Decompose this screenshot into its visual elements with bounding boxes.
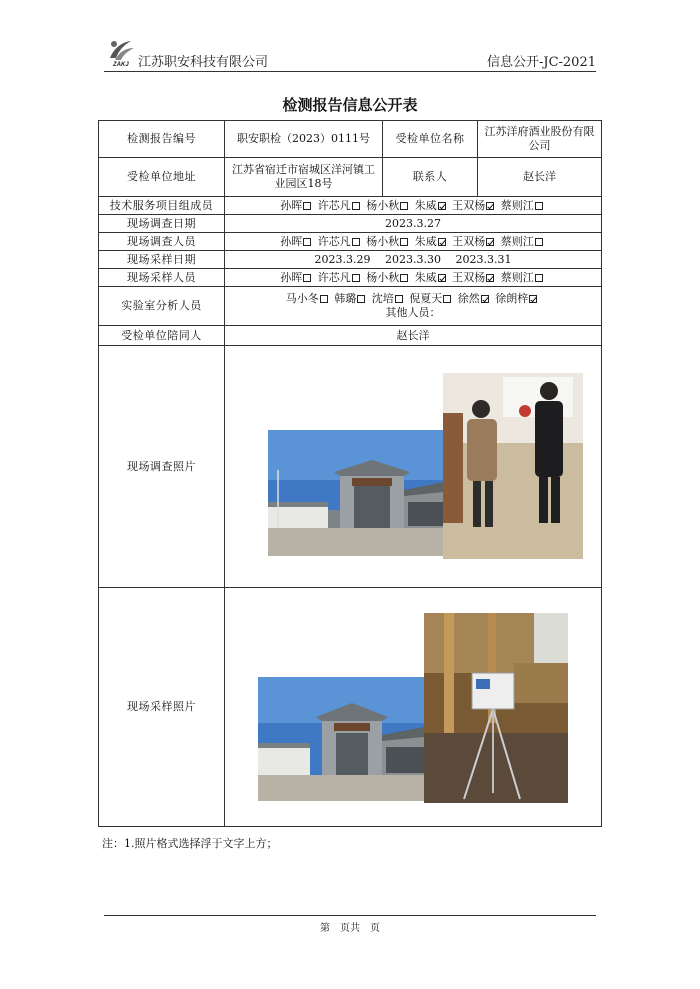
checkbox-unchecked[interactable] <box>352 202 360 210</box>
checkbox-unchecked[interactable] <box>303 274 311 282</box>
checkbox-unchecked[interactable] <box>303 238 311 246</box>
report-no-label: 检测报告编号 <box>99 121 225 158</box>
checkbox-unchecked[interactable] <box>357 295 365 303</box>
escort-label: 受检单位陪同人 <box>99 326 225 346</box>
survey-date-label: 现场调查日期 <box>99 215 225 233</box>
survey-date: 2023.3.27 <box>225 215 602 233</box>
checkbox-checked[interactable] <box>486 202 494 210</box>
checkbox-checked[interactable] <box>438 202 446 210</box>
table-row <box>99 269 602 287</box>
checkbox-unchecked[interactable] <box>535 202 543 210</box>
table-row <box>99 588 602 827</box>
table-row <box>99 121 602 158</box>
report-no: 职安职检（2023）0111号 <box>225 121 383 158</box>
team-members: 孙晖 许芯凡 杨小秋 朱威 王双杨 蔡则江 <box>225 197 602 215</box>
sampling-date-label: 现场采样日期 <box>99 251 225 269</box>
sampling-photos <box>225 588 602 827</box>
page-header <box>104 34 596 72</box>
checkbox-checked[interactable] <box>438 274 446 282</box>
contact-person: 赵长洋 <box>478 158 602 197</box>
checkbox-unchecked[interactable] <box>535 274 543 282</box>
table-row <box>99 251 602 269</box>
checkbox-unchecked[interactable] <box>352 238 360 246</box>
sampling-equipment-photo <box>424 613 568 803</box>
team-label: 技术服务项目组成员 <box>99 197 225 215</box>
address-label: 受检单位地址 <box>99 158 225 197</box>
checkbox-checked[interactable] <box>438 238 446 246</box>
table-row <box>99 158 602 197</box>
survey-photo-label: 现场调查照片 <box>99 346 225 588</box>
checkbox-checked[interactable] <box>481 295 489 303</box>
report-table <box>98 120 602 827</box>
page-number: 第 页共 页 <box>320 923 380 934</box>
table-row <box>99 233 602 251</box>
logo-text: ZAKJ <box>113 62 129 68</box>
footer-divider <box>104 915 596 916</box>
sampling-staff: 孙晖 许芯凡 杨小秋 朱威 王双杨 蔡则江 <box>225 269 602 287</box>
checkbox-unchecked[interactable] <box>443 295 451 303</box>
checkbox-checked[interactable] <box>486 238 494 246</box>
footnote: 注：1.照片格式选择浮于文字上方； <box>102 837 278 850</box>
checkbox-checked[interactable] <box>529 295 537 303</box>
document-code: 信息公开-JC-2021 <box>486 55 596 70</box>
page-title: 检测报告信息公开表 <box>282 96 418 114</box>
checkbox-unchecked[interactable] <box>303 202 311 210</box>
lab-staff: 马小冬 韩璐 沈培 倪夏天 徐然 徐朗梓 其他人员： <box>225 287 602 326</box>
lab-staff-label: 实验室分析人员 <box>99 287 225 326</box>
checkbox-unchecked[interactable] <box>320 295 328 303</box>
checkbox-unchecked[interactable] <box>352 274 360 282</box>
sampling-photo-label: 现场采样照片 <box>99 588 225 827</box>
table-row <box>99 326 602 346</box>
contact-label: 联系人 <box>383 158 478 197</box>
survey-staff-label: 现场调查人员 <box>99 233 225 251</box>
checkbox-checked[interactable] <box>486 274 494 282</box>
checkbox-unchecked[interactable] <box>400 274 408 282</box>
checkbox-unchecked[interactable] <box>400 238 408 246</box>
other-staff: 其他人员： <box>385 306 441 319</box>
table-row <box>99 346 602 588</box>
table-row <box>99 287 602 326</box>
checkbox-unchecked[interactable] <box>400 202 408 210</box>
sampling-staff-label: 现场采样人员 <box>99 269 225 287</box>
table-row <box>99 215 602 233</box>
checkbox-unchecked[interactable] <box>395 295 403 303</box>
client-label: 受检单位名称 <box>383 121 478 158</box>
survey-photos <box>225 346 602 588</box>
checkbox-unchecked[interactable] <box>535 238 543 246</box>
gate-photo <box>258 677 424 801</box>
table-row <box>99 197 602 215</box>
gate-photo <box>268 430 444 556</box>
inspection-photo <box>443 373 583 559</box>
client-address: 江苏省宿迁市宿城区洋河镇工业园区18号 <box>225 158 383 197</box>
client-name: 江苏洋府酒业股份有限公司 <box>478 121 602 158</box>
company-name: 江苏职安科技有限公司 <box>138 55 269 70</box>
header-divider <box>104 71 596 72</box>
escort-person: 赵长洋 <box>225 326 602 346</box>
sampling-dates: 2023.3.29 2023.3.30 2023.3.31 <box>225 251 602 269</box>
survey-staff: 孙晖 许芯凡 杨小秋 朱威 王双杨 蔡则江 <box>225 233 602 251</box>
